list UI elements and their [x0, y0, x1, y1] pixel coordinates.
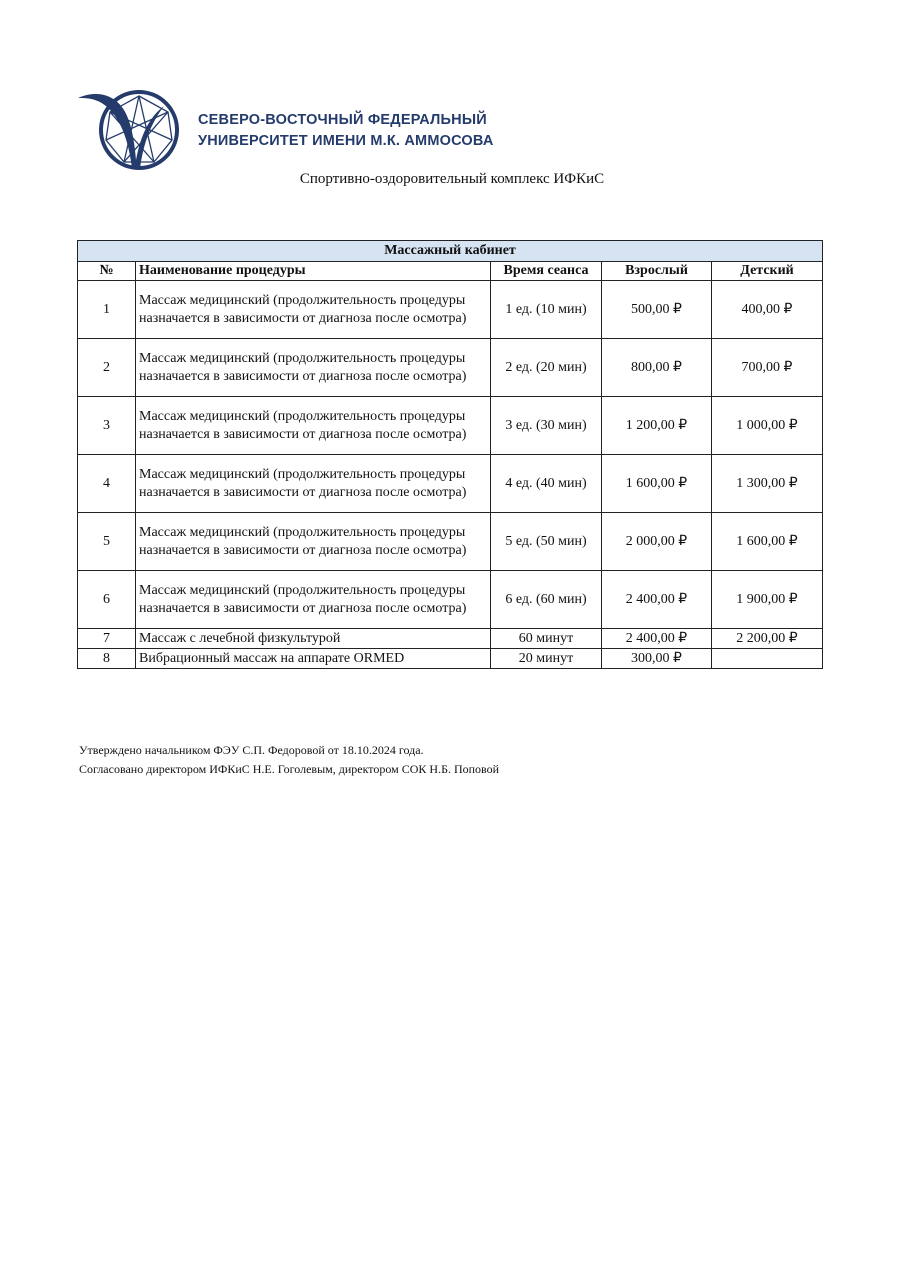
column-header-child: Детский: [712, 262, 823, 281]
adult-price: 2 000,00 ₽: [602, 513, 712, 571]
child-price: 1 900,00 ₽: [712, 571, 823, 629]
row-number: 4: [78, 455, 136, 513]
table-row: [78, 339, 823, 397]
row-number: 5: [78, 513, 136, 571]
column-header-adult: Взрослый: [602, 262, 712, 281]
session-time: 6 ед. (60 мин): [491, 571, 602, 629]
university-name: [198, 110, 494, 152]
row-number: 6: [78, 571, 136, 629]
session-time: 4 ед. (40 мин): [491, 455, 602, 513]
child-price: 1 000,00 ₽: [712, 397, 823, 455]
adult-price: 300,00 ₽: [602, 649, 712, 669]
session-time: 20 минут: [491, 649, 602, 669]
table-caption: Массажный кабинет: [78, 241, 823, 262]
session-time: 5 ед. (50 мин): [491, 513, 602, 571]
session-time: 60 минут: [491, 629, 602, 649]
row-number: 7: [78, 629, 136, 649]
session-time: 2 ед. (20 мин): [491, 339, 602, 397]
child-price: 400,00 ₽: [712, 281, 823, 339]
approval-line: Утверждено начальником ФЭУ С.П. Федоровой от 18.10.2024 года.: [79, 743, 424, 757]
procedure-name: Массаж медицинский (продолжительность процедуры назначается в зависимости от диагноза после осмотра): [136, 397, 491, 455]
row-number: 8: [78, 649, 136, 669]
table-row: [78, 629, 823, 649]
approval-footer: [79, 741, 499, 779]
table-row: [78, 397, 823, 455]
university-name-line2: УНИВЕРСИТЕТ ИМЕНИ М.К. АММОСОВА: [198, 133, 494, 149]
procedure-name: Массаж с лечебной физкультурой: [136, 629, 491, 649]
adult-price: 500,00 ₽: [602, 281, 712, 339]
table-row: [78, 455, 823, 513]
university-name-line1: СЕВЕРО-ВОСТОЧНЫЙ ФЕДЕРАЛЬНЫЙ: [198, 112, 487, 128]
page-subtitle: Спортивно-оздоровительный комплекс ИФКиС: [299, 171, 605, 187]
procedure-name: Массаж медицинский (продолжительность процедуры назначается в зависимости от диагноза после осмотра): [136, 281, 491, 339]
adult-price: 1 600,00 ₽: [602, 455, 712, 513]
child-price: [712, 649, 823, 669]
svfu-logo-icon: [76, 88, 184, 172]
table-header-row: [78, 262, 823, 281]
child-price: 700,00 ₽: [712, 339, 823, 397]
child-price: 1 600,00 ₽: [712, 513, 823, 571]
session-time: 1 ед. (10 мин): [491, 281, 602, 339]
session-time: 3 ед. (30 мин): [491, 397, 602, 455]
row-number: 2: [78, 339, 136, 397]
table-row: [78, 649, 823, 669]
procedure-name: Массаж медицинский (продолжительность процедуры назначается в зависимости от диагноза после осмотра): [136, 339, 491, 397]
procedure-name: Вибрационный массаж на аппарате ORMED: [136, 649, 491, 669]
agreement-line: Согласовано директором ИФКиС Н.Е. Гоголевым, директором СОК Н.Б. Поповой: [79, 762, 500, 776]
child-price: 2 200,00 ₽: [712, 629, 823, 649]
procedure-name: Массаж медицинский (продолжительность процедуры назначается в зависимости от диагноза после осмотра): [136, 513, 491, 571]
row-number: 3: [78, 397, 136, 455]
column-header-procedure: Наименование процедуры: [136, 262, 491, 281]
adult-price: 2 400,00 ₽: [602, 571, 712, 629]
procedure-name: Массаж медицинский (продолжительность процедуры назначается в зависимости от диагноза после осмотра): [136, 571, 491, 629]
table-row: [78, 281, 823, 339]
table-row: [78, 571, 823, 629]
procedure-name: Массаж медицинский (продолжительность процедуры назначается в зависимости от диагноза после осмотра): [136, 455, 491, 513]
row-number: 1: [78, 281, 136, 339]
adult-price: 800,00 ₽: [602, 339, 712, 397]
column-header-session-time: Время сеанса: [491, 262, 602, 281]
adult-price: 2 400,00 ₽: [602, 629, 712, 649]
price-table: [77, 240, 823, 669]
adult-price: 1 200,00 ₽: [602, 397, 712, 455]
table-row: [78, 513, 823, 571]
child-price: 1 300,00 ₽: [712, 455, 823, 513]
column-header-number: №: [78, 262, 136, 281]
